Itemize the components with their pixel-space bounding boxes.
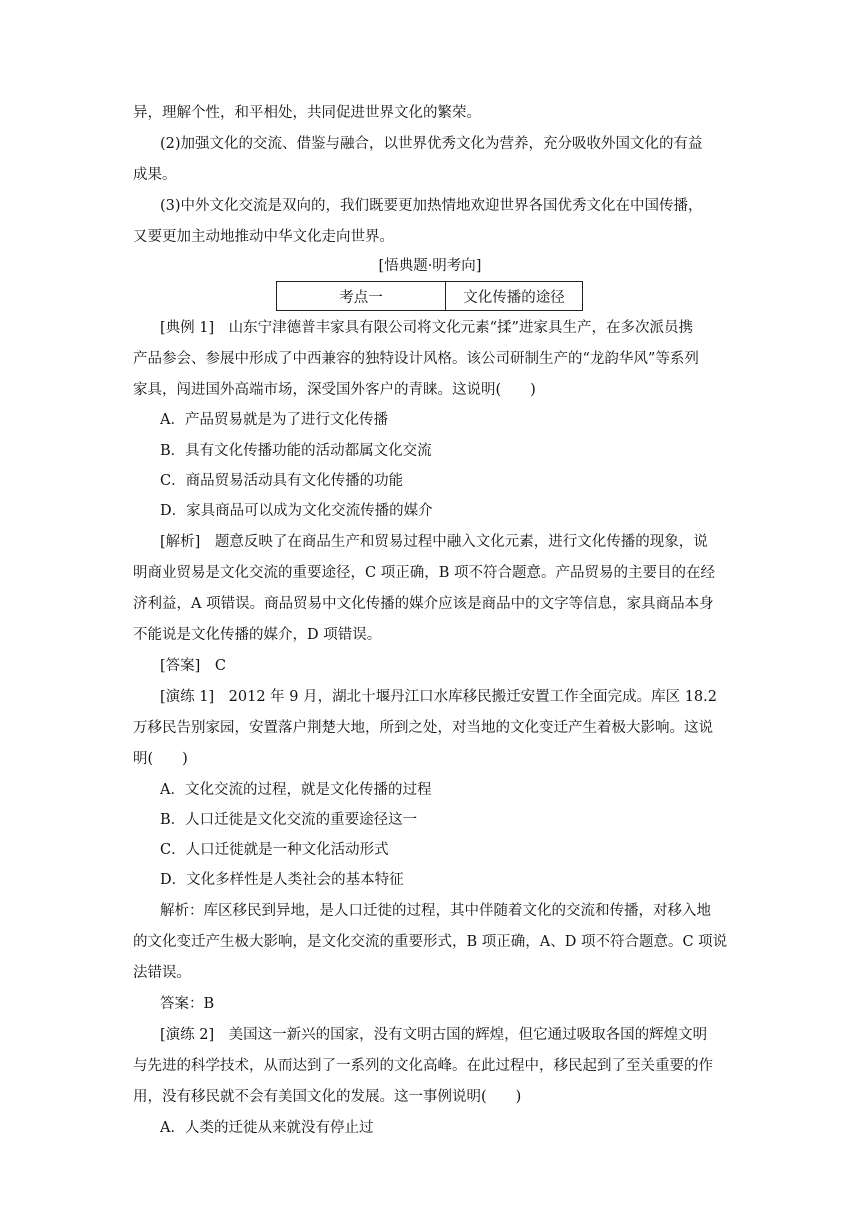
text-line: 与先进的科学技术，从而达到了一系列的文化高峰。在此过程中，移民起到了至关重要的作: [133, 1058, 713, 1074]
text-line: [演练 1] 2012 年 9 月，湖北十堰丹江口水库移民搬迁安置工作全面完成。库区 18.2: [160, 689, 717, 705]
option-line: B．人口迁徙是文化交流的重要途径这一: [160, 812, 418, 828]
text-line: 产品参会、参展中形成了中西兼容的独特设计风格。该公司研制生产的“龙韵华风”等系列: [133, 351, 699, 367]
text-line: 家具，闯进国外高端市场，深受国外客户的青睐。这说明( ): [133, 382, 536, 398]
option-line: A．文化交流的过程，就是文化传播的过程: [160, 782, 432, 798]
key-point-table: [276, 281, 583, 311]
text-line: 不能说是文化传播的媒介，D 项错误。: [133, 627, 382, 643]
option-line: A．产品贸易就是为了进行文化传播: [160, 412, 388, 428]
option-line: C．商品贸易活动具有文化传播的功能: [160, 473, 404, 489]
key-point-label: 考点一: [277, 282, 446, 311]
text-line: 济利益，A 项错误。商品贸易中文化传播的媒介应该是商品中的文字等信息，家具商品本身: [133, 596, 714, 612]
option-line: A．人类的迁徙从来就没有停止过: [160, 1120, 374, 1136]
section-title: [悟典题·明考向]: [378, 258, 482, 274]
text-line: [典例 1] 山东宁津德普丰家具有限公司将文化元素“揉”进家具生产，在多次派员携: [160, 320, 693, 336]
text-line: 异，理解个性，和平相处，共同促进世界文化的繁荣。: [133, 105, 481, 121]
option-line: C．人口迁徙就是一种文化活动形式: [160, 842, 389, 858]
text-line: 成果。: [133, 167, 177, 183]
text-line: 用，没有移民就不会有美国文化的发展。这一事例说明( ): [133, 1089, 522, 1105]
text-line: 万移民告别家园，安置落户荆楚大地，所到之处，对当地的文化变迁产生着极大影响。这说: [133, 720, 713, 736]
text-line: 明( ): [133, 751, 188, 767]
text-line: 法错误。: [133, 965, 191, 981]
text-line: [解析] 题意反映了在商品生产和贸易过程中融入文化元素，进行文化传播的现象，说: [160, 534, 708, 550]
text-line: 又要更加主动地推动中华文化走向世界。: [133, 229, 394, 245]
answer-line: [答案] C: [160, 658, 226, 674]
option-line: D．文化多样性是人类社会的基本特征: [160, 872, 404, 888]
option-line: B．具有文化传播功能的活动都属文化交流: [160, 443, 432, 459]
option-line: D．家具商品可以成为文化交流传播的媒介: [160, 503, 433, 519]
key-point-topic: 文化传播的途径: [446, 282, 583, 311]
text-line: 的文化变迁产生极大影响，是文化交流的重要形式，B 项正确，A、D 项不符合题意。C 项说: [133, 934, 728, 950]
text-line: 解析：库区移民到异地，是人口迁徙的过程，其中伴随着文化的交流和传播，对移入地: [160, 903, 711, 919]
text-line: (2)加强文化的交流、借鉴与融合，以世界优秀文化为营养，充分吸收外国文化的有益: [160, 136, 703, 152]
text-line: 明商业贸易是文化交流的重要途径，C 项正确，B 项不符合题意。产品贸易的主要目的在经: [133, 565, 715, 581]
text-line: (3)中外文化交流是双向的，我们既要更加热情地欢迎世界各国优秀文化在中国传播，: [160, 198, 703, 214]
answer-line: 答案：B: [160, 996, 215, 1012]
text-line: [演练 2] 美国这一新兴的国家，没有文明古国的辉煌，但它通过吸取各国的辉煌文明: [160, 1027, 708, 1043]
